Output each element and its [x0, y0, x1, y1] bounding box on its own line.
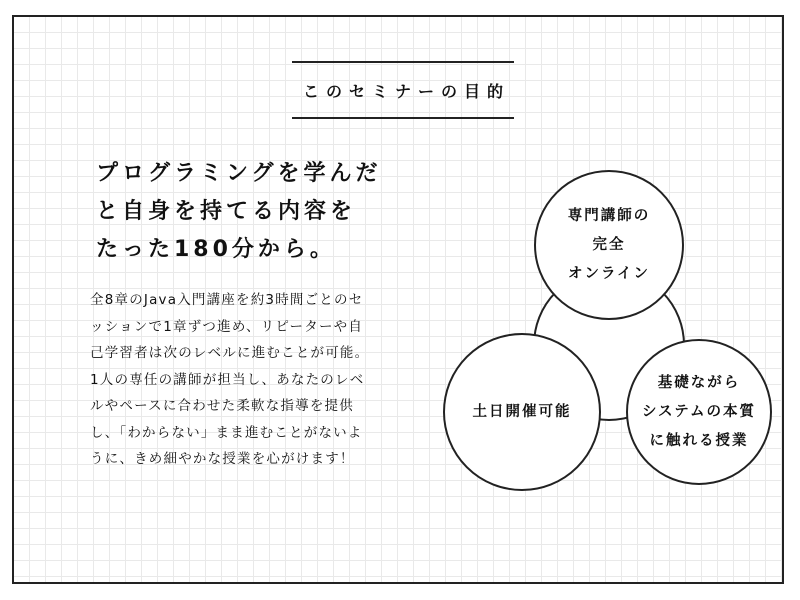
seminar-purpose-panel: [12, 15, 784, 584]
description-line: うに、きめ細やかな授業を心がけます！: [90, 451, 355, 467]
description-line: 1人の専任の講師が担当し、あなたのレベ: [90, 371, 365, 388]
top-circle-line-3: オンライン: [567, 265, 651, 282]
left-circle-label: [444, 334, 600, 490]
description-line: 全8章のJava入門講座を約3時間ごとのセ: [90, 292, 364, 308]
description-line: ッションで1章ずつ進め、リピーターや自: [90, 318, 364, 335]
top-circle-line-2: 完全: [592, 236, 626, 253]
right-circle-line-2: システムの本質: [641, 403, 757, 420]
description-text: [90, 287, 430, 473]
description-line: ルやペースに合わせた柔軟な指導を提供: [90, 398, 354, 414]
right-circle-label: [627, 340, 771, 484]
right-circle-line-3: に触れる授業: [649, 432, 749, 449]
headline-line-3: たった180分から。: [96, 237, 336, 262]
description-line: し、「わからない」まま進むことがないよ: [90, 424, 363, 441]
headline: [96, 155, 426, 269]
description-line: 己学習者は次のレベルに進むことが可能。: [90, 345, 370, 361]
three-circle-diagram: [429, 167, 779, 507]
left-circle-line-1: 土日開催可能: [472, 403, 572, 420]
section-title-box: [292, 61, 514, 119]
right-circle-line-1: 基礎ながら: [657, 374, 741, 391]
top-circle-line-1: 専門講師の: [567, 207, 651, 224]
headline-line-2: と自身を持てる内容を: [96, 199, 357, 224]
section-title: このセミナーの目的: [302, 81, 510, 101]
headline-line-1: プログラミングを学んだ: [96, 161, 382, 186]
top-circle-label: [535, 171, 683, 319]
